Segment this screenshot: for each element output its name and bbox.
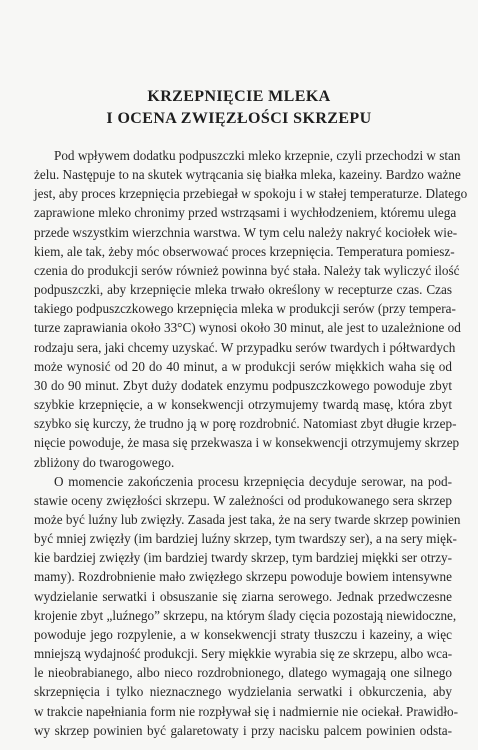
body-line: w trakcie napełniania form nie rozpływał się i nadmiernie nie ociekał. Prawidło- <box>34 703 459 719</box>
body-line: jest, aby proces krzepnięcia przebiegał w spokoju i w stałej temperaturze. Dlatego <box>34 186 468 202</box>
body-line: mamy). Rozdrobnienie mało zwięzłego skrzepu powoduje bowiem intensywne <box>34 569 452 585</box>
body-line: przede wszystkim wierzchnia warstwa. W tym celu należy nakryć kociołek wie- <box>34 224 458 240</box>
body-line: krojenie zbyt „luźnego” skrzepu, na którym ślady cięcia pozostają niewidoczne, <box>34 607 457 623</box>
body-line: kie bardziej zwięzły (im bardziej twardy skrzep, tym bardziej miękki ser otrzy- <box>34 550 452 566</box>
body-line: szybkie krzepnięcie, a w konsekwencji otrzymujemy twardą masę, która zbyt <box>34 397 452 413</box>
body-line: szybko się kurczy, że trudno ją w porę rozdrobnić. Natomiast zbyt długie krzep- <box>34 416 457 432</box>
body-line: stawie oceny zwięzłości skrzepu. W zależności od produkowanego sera skrzep <box>34 492 452 508</box>
body-line: 30 do 90 minut. Zbyt duży dodatek enzymu podpuszczkowego powoduje zbyt <box>34 377 452 393</box>
body-line: żelu. Następuje to na skutek wytrącania się białka mleka, kazeiny. Bardzo ważne <box>34 167 461 183</box>
body-line: skrzepnięcia i tylko nieznacznego wydzielania serwatki i obkurczenia, aby <box>34 684 452 700</box>
body-line: powoduje jego rozpylenie, a w konsekwencji straty tłuszczu i kazeiny, a więc <box>34 626 452 642</box>
body-line: zbliżony do twarogowego. <box>34 454 175 470</box>
body-line: wydzielanie serwatki i obsuszanie się ziarna serowego. Jednak przedwczesne <box>34 588 452 604</box>
body-line: turze zaprawiania około 33°C) wynosi około 30 minut, ale jest to uzależnione od <box>34 320 461 336</box>
body-line: le nieobrabianego, albo nieco rozdrobnionego, dlatego wymagają one silnego <box>34 665 452 681</box>
body-line: rodzaju sera, jaki chcemy uzyskać. W przypadku serów twardych i półtwardych <box>34 339 456 355</box>
body-line: wy skrzep powinien być galaretowaty i przy nacisku palcem powinien odsta- <box>34 722 452 738</box>
chapter-title-line-1: KRZEPNIĘCIE MLEKA <box>147 88 331 105</box>
body-line: O momencie zakończenia procesu krzepnięcia decyduje serowar, na pod- <box>54 473 452 489</box>
chapter-title-line-2: I OCENA ZWIĘZŁOŚCI SKRZEPU <box>106 110 372 127</box>
body-line: czenia do produkcji serów również powinna być stała. Należy tak wyliczyć ilość <box>34 262 460 278</box>
body-text <box>34 146 468 740</box>
body-line: być mniej zwięzły (im bardziej luźny skrzep, tym twardszy ser), a na sery mięk- <box>34 531 457 547</box>
body-line: nięcie powoduje, że masa się przekwasza i w konsekwencji otrzymujemy skrzep <box>34 435 460 451</box>
body-line: mniejszą wydajność produkcji. Sery miękkie wyrabia się ze skrzepu, albo wca- <box>34 646 453 662</box>
body-line: podpuszczki, aby krzepnięcie mleka trwało określony w recepturze czas. Czas <box>34 282 452 298</box>
body-line: może wynosić od 20 do 40 minut, a w produkcji serów miękkich waha się od <box>34 358 452 374</box>
body-line: może być luźny lub zwięzły. Zasada jest taka, że na sery twarde skrzep powinien <box>34 511 461 527</box>
body-line: zaprawione mleko chronimy przed wstrząsami i wychłodzeniem, któremu ulega <box>34 205 457 221</box>
body-line: kiem, ale tak, żeby móc obserwować proces krzepnięcia. Temperatura pomiesz- <box>34 243 455 259</box>
body-line: Pod wpływem dodatku podpuszczki mleko krzepnie, czyli przechodzi w stan <box>54 148 461 163</box>
body-line: takiego podpuszczkowego krzepnięcia mleka w produkcji serów (przy tempera- <box>34 301 456 317</box>
